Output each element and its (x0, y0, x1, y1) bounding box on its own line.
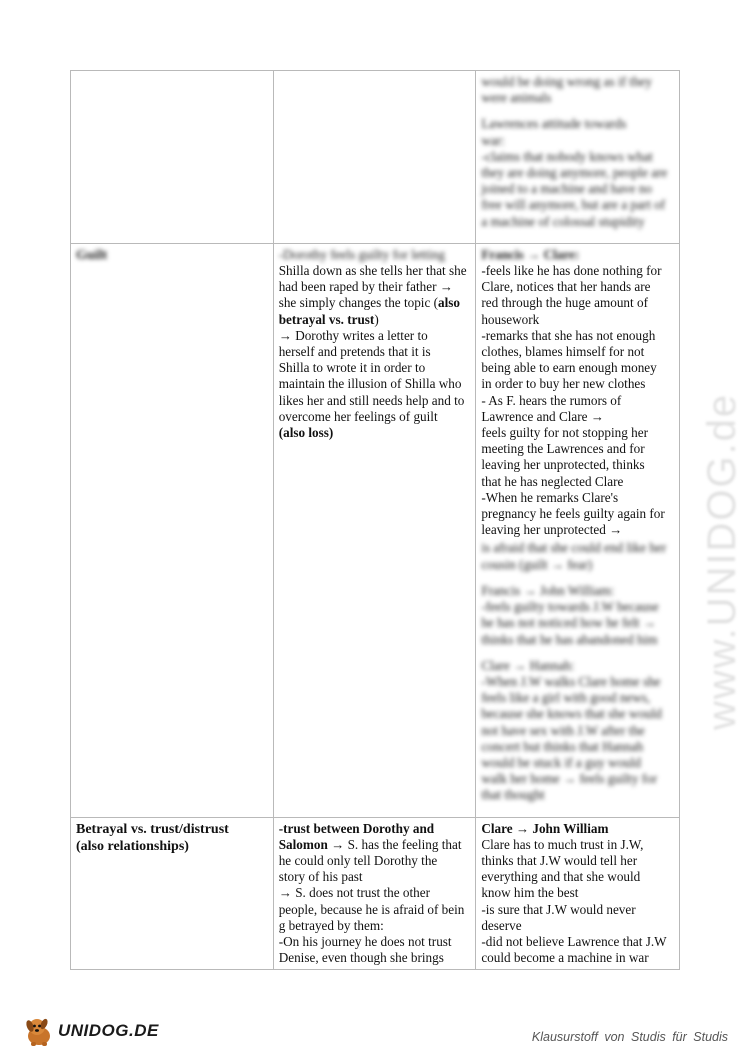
footer-logo[interactable] (22, 1014, 159, 1048)
cell-paragraph: is afraid that she could end like her cousin (guilt → fear) (481, 540, 667, 572)
table-row-betrayal (71, 817, 680, 970)
row-heading-guilt (71, 243, 274, 817)
cell-bold-text: Clare → John William (481, 820, 609, 836)
blurred-block (481, 540, 674, 803)
footer-tagline: Klausurstoff von Studis für Studis (531, 1030, 728, 1044)
table-cell-dorothy-betrayal (273, 817, 476, 970)
table-row (71, 71, 680, 244)
watermark: www.UNIDOG.de (700, 392, 744, 730)
cell-bold-text: (also loss) (278, 425, 334, 441)
cell-text: Shilla down as she tells her that she had been raped by their father → she simply changes the topic ( (278, 263, 467, 311)
cell-text: Clare has to much trust in J.W, thinks that J.W would tell her everything and that she would know him the best -is sure that J.W would never deserve -did not believe Lawrence that J.W could become a machine in war (481, 836, 667, 966)
cell-text: ) → Dorothy writes a letter to herself and pretends that it is Shilla to wrote it in order to maintain the illusion of Shilla who likes her and still needs help and to overcome her feelings of guilt (278, 311, 465, 424)
cell-text: -feels like he has done nothing for Clare, notices that her hands are red through the huge amount of housework -remarks that she has not enough clothes, blames himself for not being able to earn enough money in order to buy her new clothes - As F. hears the rumors of Lawrence and Clare → feels guilty for not stopping her meeting the Lawrences and for leaving her unprotected, thinks that he has neglected Clare -When he remarks Clare's pregnancy he feels guilty again for leaving her unprotected → (481, 263, 665, 538)
content-table (70, 70, 680, 970)
cell-paragraph: Clare → Hannah: -When J.W walks Clare home she feels like a girl with good news, because she knows that she would not have sex with J.W after the concert but thinks that Hannah would be stuck if a guy would walk her home → feels guilty for that thought (481, 657, 662, 803)
dog-mascot-icon (22, 1014, 56, 1048)
logo-text: UNIDOG.DE (58, 1021, 159, 1040)
cell-bold-text: also betrayal vs. trust (278, 295, 460, 327)
blurred-line: -Dorothy feels guilty for letting (278, 246, 445, 262)
heading-text: Guilt (76, 247, 108, 263)
table-cell-heading (71, 71, 274, 244)
cell-paragraph: Francis → John William: -feels guilty towards J.W because he has not noticed how he felt → thinks that he has abandoned him (481, 582, 659, 647)
blurred-heading: Francis → Clare: (481, 246, 580, 262)
cell-paragraph: Lawrences attitude towards war: -claims that nobody knows what they are doing anymore, people are joined to a machine and have no free will anymore, but are a part of a machine of colossal stupidity (481, 116, 668, 229)
row-heading-betrayal: Betrayal vs. trust/distrust (also relationships) (71, 817, 274, 970)
table-cell-others (476, 71, 680, 244)
table-row-guilt (71, 243, 680, 817)
table-cell-dorothy-guilt (273, 243, 476, 817)
cell-bold-text: -trust between Dorothy and Salomon (278, 820, 435, 852)
table-cell-dorothy (273, 71, 476, 244)
cell-paragraph: would be doing wrong as if they were animals (481, 74, 653, 106)
table-cell-others-guilt (476, 243, 680, 817)
table-cell-others-betrayal (476, 817, 680, 970)
cell-text: → S. has the feeling that he could only tell Dorothy the story of his past → S. does not trust the other people, because he is afraid of bein g betrayed by them: -On his journey he does not trust Denise, even though she brings (278, 836, 465, 966)
